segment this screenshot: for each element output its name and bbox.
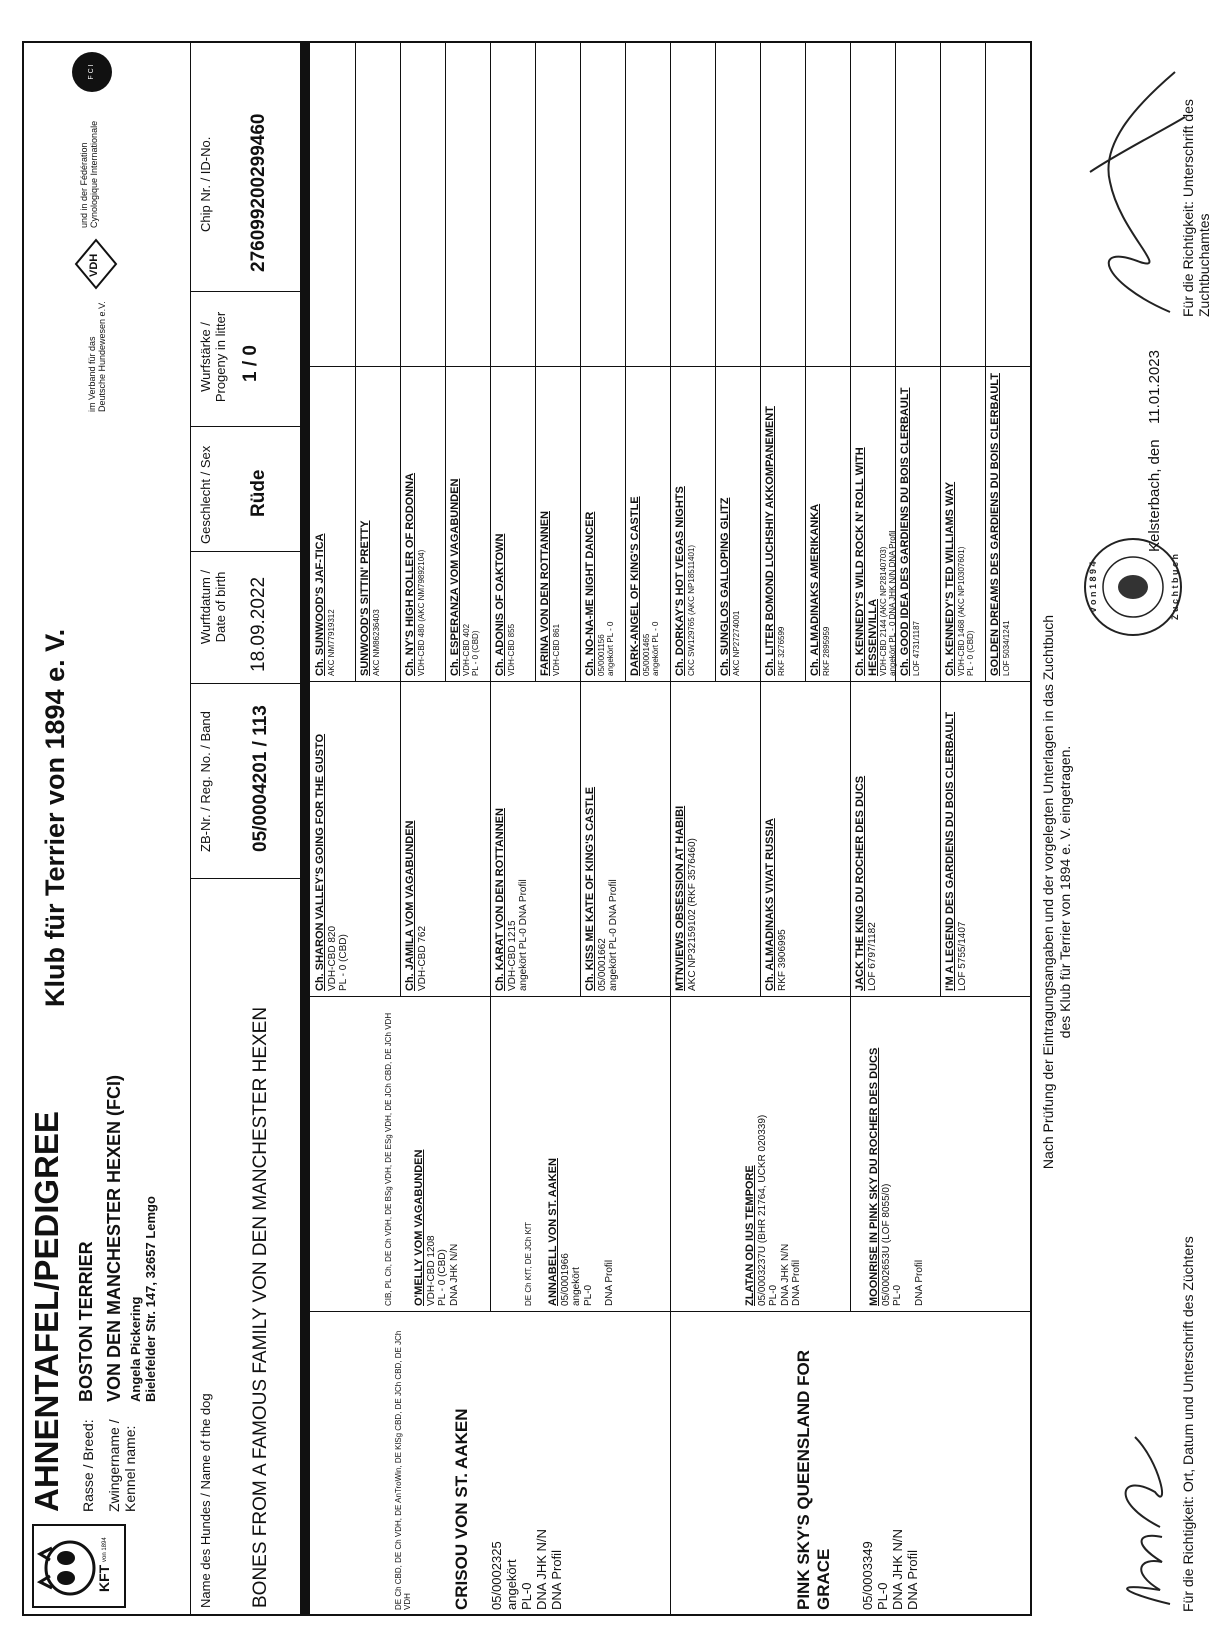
dob-label-1: Wurftdatum / xyxy=(198,569,213,645)
gen4-name: Ch. NO-NA-ME NIGHT DANCER xyxy=(584,511,596,676)
sex-label: Geschlecht / Sex xyxy=(198,445,213,544)
col-divider xyxy=(190,426,300,427)
grandparent-line: DNA JHK N/N xyxy=(448,1243,460,1306)
gen4-line: LOF 5034/1241 xyxy=(1001,620,1011,676)
grandparent-name: O'MELLY VOM VAGABUNDEN xyxy=(413,1149,426,1306)
sire-line-1: 05/0002325 xyxy=(488,1541,504,1610)
gen4-cell xyxy=(985,367,1032,682)
vdh-caption-2: Deutsche Hundewesen e.V. xyxy=(96,301,107,412)
grandparent-cell xyxy=(490,997,670,1312)
gen4-name: Ch. GOOD IDEA DES GARDIENS DU BOIS CLERBAULT xyxy=(899,387,911,676)
great-grandparent-line: 05/0001662 xyxy=(596,938,608,991)
sire-name: CRISOU VON ST. AAKEN xyxy=(452,1408,472,1610)
kennel-label-2: Kennel name: xyxy=(122,1425,138,1512)
gen4-line: VDH-CBD 855 xyxy=(506,623,516,676)
fci-caption-2: Cynologique Internationale xyxy=(88,120,99,228)
gen4-cell xyxy=(445,367,490,682)
great-grandparent-cell xyxy=(580,682,670,997)
kft-logo-text: KFT xyxy=(96,1564,112,1592)
zb-label: ZB-Nr. / Reg. No. / Band xyxy=(198,711,213,852)
kennel-value: VON DEN MANCHESTER HEXEN (FCI) xyxy=(104,1074,124,1402)
gen4-cell xyxy=(670,367,715,682)
sex-value: Rüde xyxy=(248,469,269,517)
svg-text:Z u c h t b u c h: Z u c h t b u c h xyxy=(1170,554,1180,620)
grandparent-cell xyxy=(850,997,1032,1312)
dam-cell xyxy=(670,1312,1032,1616)
great-grandparent-name: I'M A LEGEND DES GARDIENS DU BOIS CLERBAULT xyxy=(944,711,956,991)
gen4-name: FARINA VON DEN ROTTANNEN xyxy=(539,511,551,676)
litter-label-2: Progeny in litter xyxy=(213,311,228,403)
club-stamp xyxy=(1078,532,1193,642)
great-grandparent-cell xyxy=(940,682,1032,997)
chip-label: Chip Nr. / ID-No. xyxy=(198,136,213,232)
great-grandparent-cell xyxy=(850,682,940,997)
gen4-line: VDH-CBD 1468 (AKC NP10307601) xyxy=(956,546,966,676)
registration-note-2: des Klub für Terrier von 1894 e. V. eingetragen. xyxy=(1056,745,1073,1039)
gen4-name: Ch. DORKAY'S HOT VEGAS NIGHTS xyxy=(674,486,686,676)
dam-name: PINK SKY'S QUEENSLAND FOR GRACE xyxy=(794,1349,833,1610)
gen4-cell xyxy=(760,367,805,682)
great-grandparent-cell xyxy=(400,682,490,997)
gen4-line: PL - 0 (CBD) xyxy=(965,630,975,676)
row-divider xyxy=(190,41,191,1616)
great-grandparent-line: angekört PL-0 DNA Profil xyxy=(518,879,530,991)
gen4-line: AKC NM77919312 xyxy=(326,609,336,676)
great-grandparent-line: AKC NP32159102 (RKF 3576460) xyxy=(686,838,698,991)
fci-logo: F C I xyxy=(72,52,112,92)
grandparent-line: 05/0002653U (LOF 8055/0) xyxy=(880,1183,892,1306)
great-grandparent-line: PL - 0 (CBD) xyxy=(338,934,350,991)
dam-line-3: DNA JHK N/N xyxy=(889,1529,905,1610)
litter-label xyxy=(198,297,228,417)
grandparent-line: PL-0 xyxy=(768,1284,780,1306)
owner-name: Angela Pickering xyxy=(128,1296,143,1402)
grandparent-line: DNA Profil xyxy=(791,1259,803,1306)
grandparent-name: ZLATAN OD IUS TEMPORE xyxy=(744,1165,756,1306)
great-grandparent-name: Ch. SHARON VALLEY'S GOING FOR THE GUSTO xyxy=(314,733,326,991)
gen4-line: AKC NP27274001 xyxy=(731,610,741,676)
gen4-line: RKF 3276599 xyxy=(776,626,786,676)
great-grandparent-name: Ch. KARAT VON DEN ROTTANNEN xyxy=(494,808,506,991)
gen4-line: AKC NM86236403 xyxy=(371,609,381,676)
sire-titles: DE Ch CBD, DE Ch VDH, DE AnTroWin, DE KlSg CBD, DE JCh CBD, DE JCh VDH xyxy=(394,1330,413,1610)
grandparent-line: DNA Profil xyxy=(604,1259,616,1306)
great-grandparent-cell xyxy=(490,682,580,997)
grandparent-titles: CIB, PL Ch, DE Ch VDH, DE BSg VDH, DE ESg VDH, DE JCh CBD, DE JCh VDH xyxy=(384,1012,393,1306)
grandparent-line: 05/0001966 xyxy=(559,1253,571,1306)
breed-value: BOSTON TERRIER xyxy=(76,1241,96,1402)
gen4-cell xyxy=(490,367,535,682)
great-grandparent-cell xyxy=(310,682,400,997)
col-divider xyxy=(190,683,300,684)
kennel-label-1: Zwingername / xyxy=(106,1419,122,1512)
dam-line-4: DNA Profil xyxy=(904,1550,920,1610)
great-grandparent-name: MTNVIEWS OBSESSION AT HABIBI xyxy=(674,805,686,991)
breeder-signature xyxy=(1100,1412,1180,1612)
gen4-name: Ch. NY'S HIGH ROLLER OF RODONNA xyxy=(404,472,416,676)
sire-line-2: angekört xyxy=(503,1559,519,1610)
great-grandparent-line: VDH-CBD 762 xyxy=(416,925,428,991)
owner-address: Bielefelder Str. 147, 32657 Lemgo xyxy=(143,1196,158,1402)
gen4-line: LOF 4731/1187 xyxy=(911,620,921,676)
chip-value: 276099200299460 xyxy=(248,113,269,272)
registrar-signature-label: Für die Richtigkeit: Unterschrift des Zuchtbuchamtes xyxy=(1180,99,1212,317)
gen4-name: Ch. ESPERANZA VOM VAGABUNDEN xyxy=(449,478,461,676)
place-date-value: 11.01.2023 xyxy=(1146,350,1163,424)
grandparent-line: PL-0 xyxy=(892,1284,904,1306)
grandparent-line: DNA Profil xyxy=(913,1259,925,1306)
grandparent-line: angekört xyxy=(571,1267,583,1306)
dog-name-label: Name des Hundes / Name of the dog xyxy=(198,1393,213,1608)
col-divider xyxy=(190,878,300,879)
gen4-name: SUNWOOD'S SITTIN' PRETTY xyxy=(359,520,371,676)
gen4-name: DARK-ANGEL OF KING'S CASTLE xyxy=(629,496,641,676)
litter-label-1: Wurfstärke / xyxy=(198,322,213,392)
gen4-line: angekört PL - 0 xyxy=(605,621,615,676)
place-date-label: Kelsterbach, den xyxy=(1146,439,1163,552)
great-grandparent-name: Ch. ALMADINAKS VIVAT RUSSIA xyxy=(764,818,776,991)
gen4-name: Ch. SUNWOOD'S JAF-TICA xyxy=(314,533,326,676)
gen4-cell xyxy=(940,367,985,682)
great-grandparent-name: JACK THE KING DU ROCHER DES DUCS xyxy=(854,775,866,991)
gen4-name: Ch. LITER BOMOND LUCHSHIY AKKOMPANEMENT xyxy=(764,406,776,676)
great-grandparent-name: Ch. JAMILA VOM VAGABUNDEN xyxy=(404,820,416,991)
doc-title: AHNENTAFEL/PEDIGREE xyxy=(28,1111,65,1512)
breeder-signature-label: Für die Richtigkeit: Ort, Datum und Unterschrift des Züchters xyxy=(1180,1236,1196,1612)
gen4-line: CKC SW129765 (AKC NP18511401) xyxy=(686,544,696,676)
gen4-name: Ch. SUNGLOS GALLOPING GLITZ xyxy=(719,497,731,676)
zb-value: 05/0004201 / 113 xyxy=(250,705,271,852)
gen4-line: VDH-CBD 402 xyxy=(461,623,471,676)
gen4-line: angekört PL - 0 DNA JHK N/N DNA Profil xyxy=(888,530,898,676)
gen4-line: VDH-CBD 2144 (AKC NP28140703) xyxy=(879,546,889,676)
grandparent-line: DNA JHK N/N xyxy=(779,1243,791,1306)
svg-text:v o n 1 8 9 4: v o n 1 8 9 4 xyxy=(1088,561,1098,613)
gen4-cell xyxy=(715,367,760,682)
gen4-line: 05/0001465 xyxy=(641,633,651,676)
gen4-line: 05/0001156 xyxy=(596,634,606,676)
fci-caption-1: und in der Fédération xyxy=(79,142,89,228)
gen4-cell xyxy=(805,367,850,682)
great-grandparent-name: Ch. KISS ME KATE OF KING'S CASTLE xyxy=(584,786,596,991)
dob-label-2: Date of birth xyxy=(213,571,228,643)
gen4-line: VDH-CBD 480 (AKC NM79892104) xyxy=(416,549,426,676)
gen4-name: GOLDEN DREAMS DES GARDIENS DU BOIS CLERBAULT xyxy=(989,373,1001,676)
grandparent-line: PL-0 xyxy=(582,1284,594,1306)
gen4-line: VDH-CBD 861 xyxy=(551,623,561,676)
gen4-line: angekört PL - 0 xyxy=(650,621,660,676)
dob-value: 18.09.2022 xyxy=(248,576,269,672)
sire-line-4: DNA JHK N/N xyxy=(533,1529,549,1610)
registrar-signature xyxy=(1080,52,1190,322)
gen4-name: Ch. KENNEDY'S TED WILLIAMS WAY xyxy=(944,481,956,676)
registration-note-1: Nach Prüfung der Eintragungsangaben und der vorgelegten Unterlagen in das Zuchtbuch xyxy=(1040,614,1056,1170)
dog-name: BONES FROM A FAMOUS FAMILY VON DEN MANCHESTER HEXEN xyxy=(250,1006,271,1608)
grandparent-name: MOONRISE IN PINK SKY DU ROCHER DES DUCS xyxy=(868,1047,880,1306)
grandparent-name: ANNABELL VON ST. AAKEN xyxy=(547,1158,560,1306)
gen4-cell xyxy=(355,367,400,682)
grandparent-line: 05/0003237U (BHR 21764, UCKR 020339) xyxy=(756,1114,768,1306)
gen4-cell xyxy=(625,367,670,682)
gen4-line: RKF 2895959 xyxy=(821,626,831,676)
grandparent-line: VDH-CBD 1208 xyxy=(425,1235,437,1306)
great-grandparent-line: angekört PL-0 DNA Profil xyxy=(608,879,620,991)
gen4-cell xyxy=(310,367,355,682)
gen4-name: Ch. KENNEDY'S WILD ROCK N' ROLL WITH HESSENVILLA xyxy=(854,447,879,676)
gen4-cell xyxy=(850,367,898,682)
grandparent-cell xyxy=(670,997,850,1312)
breed-label: Rasse / Breed: xyxy=(80,1419,96,1512)
vdh-logo-text: VDH xyxy=(88,253,100,277)
gen4-cell xyxy=(895,367,940,682)
registration-note xyxy=(1040,482,1074,1302)
great-grandparent-cell xyxy=(760,682,850,997)
gen4-cell xyxy=(535,367,580,682)
sire-line-5: DNA Profil xyxy=(548,1550,564,1610)
gen4-line: PL - 0 (CBD) xyxy=(470,630,480,676)
stamp-seal-icon xyxy=(1078,532,1188,642)
dam-line-1: 05/0003349 xyxy=(860,1541,876,1610)
gen4-name: Ch. ALMADINAKS AMERIKANKA xyxy=(809,503,821,676)
club-name: Klub für Terrier von 1894 e. V. xyxy=(40,628,70,1007)
great-grandparent-line: LOF 6797/1182 xyxy=(866,922,878,991)
sire-line-3: PL-0 xyxy=(518,1582,534,1610)
great-grandparent-cell xyxy=(670,682,760,997)
header-separator-bar xyxy=(300,41,310,1616)
col-divider xyxy=(190,291,300,292)
litter-value: 1 / 0 xyxy=(240,345,261,382)
vdh-caption-1: im Verband für das xyxy=(87,336,97,412)
great-grandparent-line: VDH-CBD 1215 xyxy=(506,920,518,991)
grandparent-cell xyxy=(310,997,490,1312)
dam-line-2: PL-0 xyxy=(875,1582,891,1610)
great-grandparent-line: LOF 5755/1407 xyxy=(956,921,968,991)
dob-label xyxy=(198,552,228,662)
grandparent-titles: DE Ch KfT, DE JCh KfT xyxy=(524,1221,533,1306)
kft-logo-sub: von 1894 xyxy=(102,1537,108,1562)
great-grandparent-line: RKF 3906995 xyxy=(776,929,788,991)
sire-cell xyxy=(310,1312,670,1616)
gen4-cell xyxy=(400,367,445,682)
great-grandparent-line: VDH-CBD 820 xyxy=(326,925,338,991)
gen4-cell xyxy=(580,367,625,682)
gen4-name: Ch. ADONIS OF OAKTOWN xyxy=(494,533,506,676)
grandparent-line: PL - 0 (CBD) xyxy=(437,1249,449,1306)
